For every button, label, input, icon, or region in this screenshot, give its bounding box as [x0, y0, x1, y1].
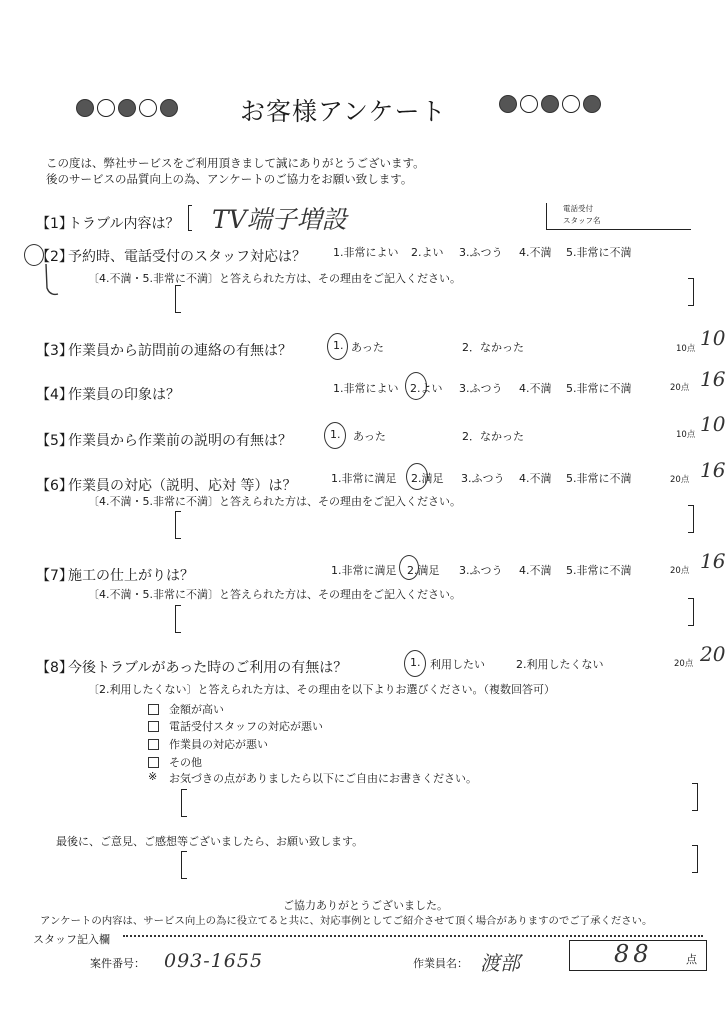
q3-text: 作業員から訪問前の連絡の有無は？ [68, 343, 292, 359]
q7-reason-bracket-left [175, 605, 181, 633]
q2-option-4[interactable]: 4.不満 [519, 246, 552, 259]
q8-reason-prompt: 〔2.利用したくない〕と答えられた方は、その理由を以下よりお選びください。（複数回答可） [88, 683, 555, 696]
checkbox-other[interactable] [148, 757, 159, 768]
q6-number: 【6】 [36, 478, 73, 494]
q2-reason-bracket-right [688, 278, 694, 306]
checkbox-worker[interactable] [148, 739, 159, 750]
q8-score: 20 [700, 642, 726, 666]
q5-points: 10点 [676, 430, 696, 440]
dot-icon [97, 99, 115, 117]
q4-text: 作業員の印象は？ [68, 387, 180, 403]
total-score-value: 88 [614, 940, 653, 968]
q7-option-3[interactable]: 3.ふつう [459, 564, 503, 577]
q6-option-5[interactable]: 5.非常に不満 [566, 472, 632, 485]
q6-reason-bracket-right [688, 505, 694, 533]
q8-number: 【8】 [36, 660, 73, 676]
staff-entry-label: スタッフ記入欄 [33, 933, 110, 946]
intro-line-2: 後のサービスの品質向上の為、アンケートのご協力をお願い致します。 [46, 172, 413, 186]
total-score-unit: 点 [686, 953, 697, 966]
disclaimer-text: アンケートの内容は、サービス向上の為に役立てると共に、対応事例としてご紹介させて頂く場合がありますのでご了承ください。 [40, 915, 653, 927]
q4-score: 16 [700, 367, 726, 391]
q3-score: 10 [700, 326, 726, 350]
q6-score: 16 [700, 458, 726, 482]
dot-icon [541, 95, 559, 113]
q2-number: 【2】 [36, 249, 73, 265]
intro-line-1: この度は、弊社サービスをご利用頂きまして誠にありがとうございます。 [46, 156, 425, 170]
note-mark: ※ [148, 770, 158, 783]
checklist-item-worker: 作業員の対応が悪い [169, 738, 268, 751]
checkbox-expensive[interactable] [148, 704, 159, 715]
q2-option-1[interactable]: 1.非常によい [333, 246, 399, 259]
q7-reason-prompt: 〔4.不満・5.非常に不満〕と答えられた方は、その理由をご記入ください。 [88, 588, 461, 601]
final-prompt: 最後に、ご意見、ご感想等ございましたら、お願い致します。 [56, 835, 364, 848]
q6-option-3[interactable]: 3.ふつう [461, 472, 505, 485]
checkbox-phone-staff[interactable] [148, 721, 159, 732]
q5-number: 【5】 [36, 433, 73, 449]
q6-option-4[interactable]: 4.不満 [519, 472, 552, 485]
case-number-label: 案件番号： [90, 957, 145, 970]
dot-icon [583, 95, 601, 113]
staff-box-divider [546, 203, 547, 229]
q5-option-2[interactable]: 2．なかった [462, 430, 524, 443]
dot-icon [520, 95, 538, 113]
q6-option-2[interactable]: 2.満足 [411, 472, 444, 485]
q3-option-1-label[interactable]: あった [351, 341, 384, 354]
q2-option-2[interactable]: 2.よい [411, 246, 444, 259]
q6-reason-bracket-left [175, 511, 181, 539]
q7-score: 16 [700, 549, 726, 573]
thanks-text: ご協力ありがとうございました。 [283, 899, 448, 912]
q5-option-1-label[interactable]: あった [353, 430, 386, 443]
dot-icon [562, 95, 580, 113]
q2-option-5[interactable]: 5.非常に不満 [566, 246, 632, 259]
dot-icon [160, 99, 178, 117]
q6-text: 作業員の対応（説明、応対 等）は？ [68, 478, 297, 494]
q4-points: 20点 [670, 383, 690, 393]
q4-option-3[interactable]: 3.ふつう [459, 382, 503, 395]
q5-option-1-num[interactable]: 1. [330, 428, 341, 441]
q6-option-1[interactable]: 1.非常に満足 [331, 472, 397, 485]
q7-option-4[interactable]: 4.不満 [519, 564, 552, 577]
q4-option-1[interactable]: 1.非常によい [333, 382, 399, 395]
q7-reason-bracket-right [688, 598, 694, 626]
page-title: お客様アンケート [240, 97, 447, 126]
q7-text: 施工の仕上がりは？ [68, 568, 194, 584]
q5-score: 10 [700, 412, 726, 436]
staff-box-label-2: スタッフ名 [563, 216, 601, 225]
q3-option-2[interactable]: 2．なかった [462, 341, 524, 354]
q8-option-1-num[interactable]: 1. [410, 656, 421, 669]
staff-box-underline [546, 229, 691, 230]
q3-option-1-num[interactable]: 1. [333, 339, 344, 352]
final-bracket-right [692, 845, 698, 873]
dot-icon [76, 99, 94, 117]
left-decorative-dots [76, 99, 178, 117]
q4-option-2[interactable]: 2.よい [410, 382, 443, 395]
q7-number: 【7】 [36, 568, 73, 584]
q6-points: 20点 [670, 475, 690, 485]
q1-text: トラブル内容は？ [68, 216, 180, 232]
q6-reason-prompt: 〔4.不満・5.非常に不満〕と答えられた方は、その理由をご記入ください。 [88, 495, 461, 508]
worker-name-value: 渡部 [480, 951, 520, 975]
q8-option-1-label[interactable]: 利用したい [430, 658, 485, 671]
handwritten-arrow-mark [36, 262, 72, 302]
note-bracket-left [181, 789, 187, 817]
q5-text: 作業員から作業前の説明の有無は？ [68, 433, 292, 449]
checklist-item-expensive: 金額が高い [169, 703, 224, 716]
staff-entry-dotted-line [123, 935, 703, 937]
q7-option-1[interactable]: 1.非常に満足 [331, 564, 397, 577]
q4-number: 【4】 [36, 387, 73, 403]
q3-points: 10点 [676, 344, 696, 354]
worker-name-label: 作業員名： [413, 957, 468, 970]
q4-option-5[interactable]: 5.非常に不満 [566, 382, 632, 395]
q2-text: 予約時、電話受付のスタッフ対応は？ [68, 249, 306, 265]
q1-answer: TV端子増設 [212, 205, 347, 234]
q2-reason-bracket-left [175, 285, 181, 313]
q2-reason-prompt: 〔4.不満・5.非常に不満〕と答えられた方は、その理由をご記入ください。 [88, 272, 461, 285]
q1-answer-bracket-left [188, 205, 192, 231]
q7-points: 20点 [670, 566, 690, 576]
q7-option-5[interactable]: 5.非常に不満 [566, 564, 632, 577]
right-decorative-dots [499, 95, 601, 113]
case-number-value: 093-1655 [164, 950, 264, 972]
q1-number: 【1】 [36, 216, 73, 232]
dot-icon [499, 95, 517, 113]
q8-option-2[interactable]: 2.利用したくない [516, 658, 604, 671]
dot-icon [118, 99, 136, 117]
staff-box-label-1: 電話受付 [563, 204, 593, 213]
checklist-item-phone-staff: 電話受付スタッフの対応が悪い [169, 720, 323, 733]
note-text: お気づきの点がありましたら以下にご自由にお書きください。 [169, 772, 477, 785]
q7-option-2[interactable]: 2.満足 [407, 564, 440, 577]
q8-points: 20点 [674, 659, 694, 669]
checklist-item-other: その他 [169, 756, 202, 769]
q4-option-4[interactable]: 4.不満 [519, 382, 552, 395]
q8-text: 今後トラブルがあった時のご利用の有無は？ [68, 660, 348, 676]
q3-number: 【3】 [36, 343, 73, 359]
dot-icon [139, 99, 157, 117]
final-bracket-left [181, 851, 187, 879]
note-bracket-right [692, 783, 698, 811]
q2-option-3[interactable]: 3.ふつう [459, 246, 503, 259]
